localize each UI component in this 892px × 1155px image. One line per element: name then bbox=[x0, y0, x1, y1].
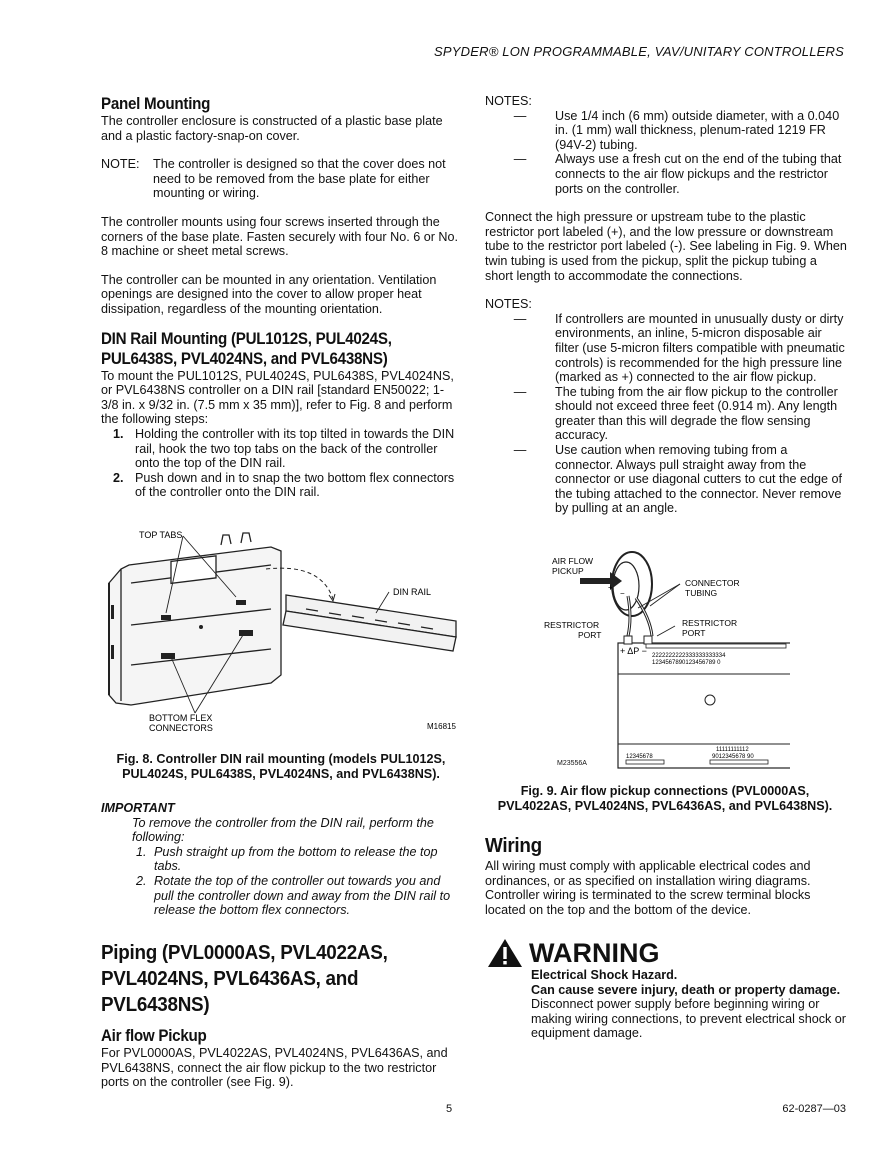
connect-paragraph: Connect the high pressure or upstream tube to the plastic restrictor port labeled (+), and the low pressure or downstream tube to the restrictor port labeled (-). See labeling in Fig. 9. When twin tubing is used from the pickup, split the pickup tubing a short length to accommodate the connections. bbox=[485, 210, 847, 283]
din-rail-intro: To mount the PUL1012S, PUL4024S, PUL6438S, PVL4024NS, or PVL6438NS controller on a DIN rail [standard EN50022; 1-3/8 in. x 9/32 in. (7.5 mm x 35 mm)], refer to Fig. 8 and perform the following steps: bbox=[101, 368, 454, 427]
list-item bbox=[485, 312, 847, 385]
air-flow-pickup-heading: Air flow Pickup bbox=[101, 1027, 207, 1045]
panel-mounting-p3: The controller can be mounted in any orientation. Ventilation openings are designed into the cover to allow proper heat dissipation, regardless of the mounting orientation. bbox=[101, 272, 437, 316]
bottom-left-terminals: 12345678 bbox=[626, 754, 653, 760]
fig8-caption-line2: PUL4024S, PUL6438S, PVL4024NS, and PVL6438NS). bbox=[122, 766, 440, 781]
fig9-code: M23556A bbox=[557, 760, 587, 767]
important-body bbox=[101, 816, 463, 918]
step-number: 2. bbox=[113, 470, 124, 485]
step-number: 1. bbox=[113, 426, 124, 441]
item-text: Push straight up from the bottom to release the top tabs. bbox=[154, 844, 438, 874]
item-number: 2. bbox=[136, 873, 147, 888]
wiring-heading: Wiring bbox=[485, 834, 542, 857]
din-rail-steps bbox=[101, 427, 461, 500]
list-item bbox=[485, 152, 847, 196]
din-rail-heading-1: DIN Rail Mounting (PUL1012S, PUL4024S, bbox=[101, 329, 392, 348]
label-restrictor-right-2: PORT bbox=[682, 628, 706, 638]
dash: — bbox=[513, 443, 527, 458]
notes2-list bbox=[485, 312, 847, 516]
piping-section bbox=[101, 940, 466, 1090]
list-item bbox=[485, 385, 847, 443]
right-column bbox=[485, 94, 847, 516]
important-block bbox=[101, 801, 463, 918]
list-item bbox=[132, 845, 463, 874]
label-connector-1: CONNECTOR bbox=[685, 578, 740, 588]
warning-title-row bbox=[487, 938, 847, 968]
list-item bbox=[132, 874, 463, 918]
note-label: NOTE: bbox=[101, 157, 140, 172]
dash: — bbox=[513, 384, 527, 399]
label-air-flow-2: PICKUP bbox=[552, 566, 584, 576]
label-din-rail: DIN RAIL bbox=[393, 587, 432, 597]
note-text: The controller is designed so that the cover does not need to be removed from the base plate for either mounting or wiring. bbox=[153, 157, 446, 201]
list-item bbox=[485, 109, 847, 153]
note-text: The tubing from the air flow pickup to the controller should not exceed three feet (0.914 m). Any length greater than this will degrade the flow sensing accuracy. bbox=[555, 384, 838, 443]
panel-mounting-p2: The controller mounts using four screws inserted through the corners of the base plate. Fasten securely with four No. 6 or No. 8 machine or sheet metal screws. bbox=[101, 214, 458, 259]
fig8-caption-line1: Fig. 8. Controller DIN rail mounting (models PUL1012S, bbox=[116, 752, 446, 766]
svg-text:−: − bbox=[620, 589, 625, 598]
running-header: SPYDER® LON PROGRAMMABLE, VAV/UNITARY CONTROLLERS bbox=[434, 44, 844, 59]
dash: — bbox=[513, 311, 527, 326]
fig9-caption-line1: Fig. 9. Air flow pickup connections (PVL0000AS, bbox=[520, 784, 810, 798]
note-text: Use 1/4 inch (6 mm) outside diameter, with a 0.040 in. (1 mm) wall thickness, plenum-rated 1219 FR (94V-2) tubing. bbox=[555, 108, 840, 152]
step-text: Push down and in to snap the two bottom flex connectors of the controller onto the DIN rail. bbox=[135, 470, 455, 500]
left-column bbox=[101, 94, 461, 500]
list-item bbox=[485, 443, 847, 516]
dash: — bbox=[513, 108, 527, 123]
warning-text: Disconnect power supply before beginning wiring or making wiring connections, to prevent electrical shock or equipment damage. bbox=[531, 997, 846, 1041]
bottom-right-terminals-row2: 9012345678 90 bbox=[712, 754, 754, 760]
fig8-code: M16815 bbox=[427, 722, 456, 731]
fig9-caption-line2: PVL4022AS, PVL4024NS, PVL6436AS, and PVL6438NS). bbox=[497, 798, 833, 813]
step-text: Holding the controller with its top tilted in towards the DIN rail, hook the two top tabs on the back of the controller onto the top of the DIN rail. bbox=[135, 426, 455, 471]
document-number: 62-0287—03 bbox=[782, 1103, 846, 1115]
top-terminals-row1: 2222222222333333333334 bbox=[652, 653, 726, 659]
label-restrictor-left-2: PORT bbox=[578, 630, 602, 640]
label-restrictor-left-1: RESTRICTOR bbox=[544, 620, 600, 630]
fig9-airflow-drawing bbox=[540, 548, 790, 773]
notes1-label: NOTES: bbox=[485, 94, 532, 108]
warning-line1: Electrical Shock Hazard. bbox=[531, 968, 678, 982]
warning-block bbox=[487, 938, 847, 1041]
din-rail-heading-2: PUL6438S, PVL4024NS, and PVL6438NS) bbox=[101, 349, 388, 368]
label-delta-p: + ΔP − bbox=[620, 646, 647, 656]
label-restrictor-right-1: RESTRICTOR bbox=[682, 618, 738, 628]
wiring-section bbox=[485, 833, 847, 917]
note-text: If controllers are mounted in unusually dusty or dirty environments, an inline, 5-micron disposable air filter (use 5-micron filters compatible with pneumatic controls) is recommended for the high pressure line (marked as +) connected to the air flow pickup. bbox=[555, 311, 845, 385]
svg-text:+: + bbox=[608, 583, 613, 592]
piping-heading-2: PVL4024NS, PVL6436AS, and PVL6438NS) bbox=[101, 967, 359, 1016]
label-air-flow-1: AIR FLOW bbox=[552, 556, 594, 566]
fig9-caption bbox=[485, 784, 845, 813]
notes1-list bbox=[485, 109, 847, 197]
label-top-tabs: TOP TABS bbox=[139, 530, 183, 540]
dash: — bbox=[513, 152, 527, 167]
piping-text: For PVL0000AS, PVL4022AS, PVL4024NS, PVL6436AS, and PVL6438NS, connect the air flow pickup to the two restrictor ports on the controller (see Fig. 9). bbox=[101, 1046, 448, 1090]
list-item bbox=[101, 471, 461, 500]
page-number: 5 bbox=[446, 1103, 453, 1115]
warning-body bbox=[487, 968, 847, 1041]
note-text: Always use a fresh cut on the end of the tubing that connects to the air flow pickups and the restrictor ports on the controller. bbox=[555, 152, 842, 196]
list-item bbox=[101, 427, 461, 471]
warning-line2: Can cause severe injury, death or property damage. bbox=[531, 982, 841, 997]
label-connector-2: TUBING bbox=[685, 588, 718, 598]
wiring-text: All wiring must comply with applicable electrical codes and ordinances, or as specified on installation wiring diagrams. Controller wiring is terminated to the screw terminal blocks located on the top and the bottom of the device. bbox=[485, 859, 811, 917]
panel-mounting-note bbox=[101, 157, 461, 201]
important-heading: IMPORTANT bbox=[101, 801, 175, 815]
important-intro: To remove the controller from the DIN rail, perform the following: bbox=[132, 815, 434, 845]
item-text: Rotate the top of the controller out towards you and pull the controller down and away from the DIN rail to release the bottom flex connectors. bbox=[154, 873, 451, 918]
note-text: Use caution when removing tubing from a connector. Always pull straight away from the connector or use diagonal cutters to cut the edge of the tubing attached to the connector. Never remove by pulling at an angle. bbox=[555, 443, 843, 516]
item-number: 1. bbox=[136, 844, 147, 859]
label-bottom-flex-2: CONNECTORS bbox=[149, 723, 213, 733]
warning-title: WARNING bbox=[529, 938, 660, 968]
piping-heading-1: Piping (PVL0000AS, PVL4022AS, bbox=[101, 941, 388, 964]
panel-mounting-heading: Panel Mounting bbox=[101, 95, 211, 113]
fig8-din-rail-drawing bbox=[101, 525, 466, 740]
fig8-caption bbox=[101, 752, 461, 781]
top-terminals-row2: 1234567890123456789 0 bbox=[652, 660, 721, 666]
warning-triangle-icon bbox=[487, 938, 523, 968]
panel-mounting-p1: The controller enclosure is constructed of a plastic base plate and a plastic factory-snap-on cover. bbox=[101, 114, 443, 143]
notes2-label: NOTES: bbox=[485, 297, 532, 312]
bottom-right-terminals-row1: 11111111112 bbox=[716, 747, 749, 753]
label-bottom-flex-1: BOTTOM FLEX bbox=[149, 713, 213, 723]
